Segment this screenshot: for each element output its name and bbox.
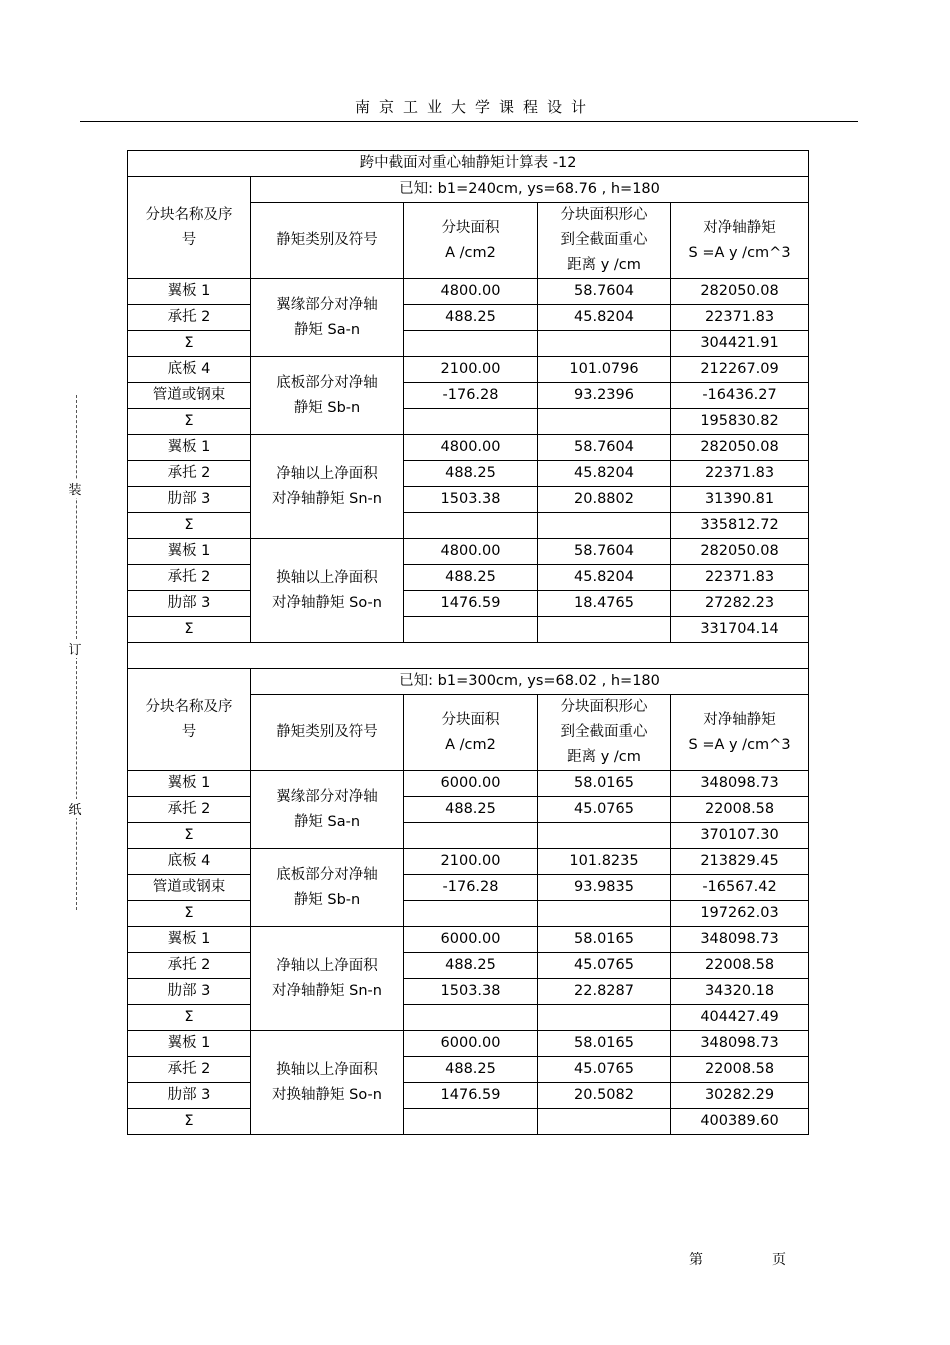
known-params-row <box>128 669 809 695</box>
table-row <box>128 927 809 953</box>
sum-row <box>128 331 809 357</box>
area-value: 488.25 <box>404 797 538 823</box>
moment-type <box>251 539 404 643</box>
part-name: 翼板 1 <box>128 771 251 797</box>
column-header-part <box>128 177 251 279</box>
distance-value: 58.7604 <box>538 435 671 461</box>
column-header-moment-line: 对净轴静矩 <box>703 711 776 728</box>
distance-value <box>538 331 671 357</box>
known-params-row <box>128 177 809 203</box>
part-name: 翼板 1 <box>128 539 251 565</box>
section-separator-row <box>128 643 809 669</box>
known-params: 已知: b1=240cm, ys=68.76 , h=180 <box>251 177 809 203</box>
moment-type-line: 净轴以上净面积 <box>276 465 378 482</box>
column-header-dist-line: 到全截面重心 <box>560 724 648 740</box>
moment-type-line: 翼缘部分对净轴 <box>276 296 378 313</box>
moment-sum: 335812.72 <box>671 513 809 539</box>
distance-value: 20.5082 <box>538 1083 671 1109</box>
distance-value <box>538 409 671 435</box>
part-name: 肋部 3 <box>128 979 251 1005</box>
sum-row <box>128 901 809 927</box>
area-value: 4800.00 <box>404 435 538 461</box>
sum-row <box>128 617 809 643</box>
moment-type-line: 对净轴静矩 So-n <box>272 594 382 611</box>
part-name: 翼板 1 <box>128 435 251 461</box>
area-value: 488.25 <box>404 305 538 331</box>
area-value: 1476.59 <box>404 1083 538 1109</box>
area-value: 6000.00 <box>404 771 538 797</box>
area-value <box>404 1005 538 1031</box>
sum-row <box>128 409 809 435</box>
moment-value: 282050.08 <box>671 279 809 305</box>
binding-char-ding: 订 <box>66 639 84 658</box>
moment-value: 348098.73 <box>671 1031 809 1057</box>
part-name: 底板 4 <box>128 849 251 875</box>
column-header-part-line: 分块名称及序 <box>145 206 233 223</box>
moment-type <box>251 279 404 357</box>
distance-value: 93.9835 <box>538 875 671 901</box>
area-value: -176.28 <box>404 383 538 409</box>
distance-value: 45.8204 <box>538 461 671 487</box>
area-value: 2100.00 <box>404 849 538 875</box>
moment-value: 348098.73 <box>671 771 809 797</box>
moment-value: 348098.73 <box>671 927 809 953</box>
moment-type <box>251 357 404 435</box>
moment-type-line: 静矩 Sb-n <box>293 399 361 416</box>
moment-value: 27282.23 <box>671 591 809 617</box>
part-name: Σ <box>128 409 251 435</box>
moment-sum: 400389.60 <box>671 1109 809 1135</box>
moment-sum: 195830.82 <box>671 409 809 435</box>
moment-value: 30282.29 <box>671 1083 809 1109</box>
column-header-dist-line: 分块面积形心 <box>560 207 648 223</box>
distance-value <box>538 1005 671 1031</box>
area-value: 488.25 <box>404 1057 538 1083</box>
moment-value: 31390.81 <box>671 487 809 513</box>
column-header-dist-line: 分块面积形心 <box>560 699 648 715</box>
table-row <box>128 461 809 487</box>
part-name: 管道或钢束 <box>128 383 251 409</box>
distance-value: 45.0765 <box>538 953 671 979</box>
part-name: Σ <box>128 617 251 643</box>
table-row <box>128 305 809 331</box>
column-header-type: 静矩类别及符号 <box>251 203 404 279</box>
column-header-dist-line: 距离 y /cm <box>567 749 641 765</box>
moment-type-line: 对净轴静矩 Sn-n <box>272 982 382 999</box>
moment-value: 22371.83 <box>671 461 809 487</box>
column-header-moment-line: 对净轴静矩 <box>703 219 776 236</box>
column-header-moment-line: S =A y /cm^3 <box>688 736 791 753</box>
moment-type-line: 底板部分对净轴 <box>276 374 378 391</box>
moment-type-line: 换轴以上净面积 <box>276 569 378 586</box>
column-header-area-line: 分块面积 <box>441 219 500 236</box>
column-header-area-line: 分块面积 <box>441 711 500 728</box>
part-name: 肋部 3 <box>128 591 251 617</box>
area-value: 488.25 <box>404 953 538 979</box>
moment-type-line: 净轴以上净面积 <box>276 957 378 974</box>
distance-value: 58.0165 <box>538 927 671 953</box>
moment-sum: 331704.14 <box>671 617 809 643</box>
section-separator <box>128 643 809 669</box>
moment-type-line: 对换轴静矩 So-n <box>272 1086 382 1103</box>
moment-value: 34320.18 <box>671 979 809 1005</box>
moment-type-line: 静矩 Sb-n <box>293 891 361 908</box>
moment-value: 213829.45 <box>671 849 809 875</box>
sum-row <box>128 1109 809 1135</box>
part-name: 承托 2 <box>128 305 251 331</box>
part-name: 承托 2 <box>128 953 251 979</box>
moment-sum: 197262.03 <box>671 901 809 927</box>
area-value <box>404 331 538 357</box>
moment-type-line: 换轴以上净面积 <box>276 1061 378 1078</box>
area-value: 1476.59 <box>404 591 538 617</box>
table-row <box>128 797 809 823</box>
moment-type <box>251 1031 404 1135</box>
distance-value <box>538 823 671 849</box>
moment-type <box>251 849 404 927</box>
table-row <box>128 487 809 513</box>
moment-type-line: 底板部分对净轴 <box>276 866 378 883</box>
moment-value: 22008.58 <box>671 953 809 979</box>
moment-value: 212267.09 <box>671 357 809 383</box>
table-row <box>128 1083 809 1109</box>
part-name: 承托 2 <box>128 461 251 487</box>
column-header-part-line: 号 <box>181 231 197 248</box>
distance-value: 18.4765 <box>538 591 671 617</box>
part-name: 承托 2 <box>128 797 251 823</box>
area-value: 1503.38 <box>404 487 538 513</box>
column-header-dist-line: 到全截面重心 <box>560 232 648 248</box>
area-value: 4800.00 <box>404 539 538 565</box>
table-title-row <box>128 151 809 177</box>
distance-value: 45.8204 <box>538 565 671 591</box>
binding-char-zhuang: 装 <box>66 479 84 498</box>
distance-value <box>538 901 671 927</box>
area-value: 1503.38 <box>404 979 538 1005</box>
moment-type-line: 对净轴静矩 Sn-n <box>272 490 382 507</box>
distance-value: 22.8287 <box>538 979 671 1005</box>
static-moment-table <box>127 150 809 1135</box>
sum-row <box>128 1005 809 1031</box>
moment-type-line: 翼缘部分对净轴 <box>276 788 378 805</box>
moment-value: 282050.08 <box>671 539 809 565</box>
area-value: 6000.00 <box>404 927 538 953</box>
distance-value: 58.7604 <box>538 539 671 565</box>
column-header-moment <box>671 695 809 771</box>
table-row <box>128 357 809 383</box>
table-row <box>128 1057 809 1083</box>
part-name: Σ <box>128 513 251 539</box>
known-params: 已知: b1=300cm, ys=68.02 , h=180 <box>251 669 809 695</box>
part-name: 肋部 3 <box>128 1083 251 1109</box>
moment-type <box>251 927 404 1031</box>
part-name: 底板 4 <box>128 357 251 383</box>
area-value <box>404 617 538 643</box>
moment-sum: 304421.91 <box>671 331 809 357</box>
distance-value: 45.0765 <box>538 1057 671 1083</box>
area-value: -176.28 <box>404 875 538 901</box>
part-name: Σ <box>128 901 251 927</box>
part-name: Σ <box>128 331 251 357</box>
footer-page-prefix: 第 <box>689 1252 703 1268</box>
moment-type-line: 静矩 Sa-n <box>293 321 361 338</box>
distance-value: 101.0796 <box>538 357 671 383</box>
table-row <box>128 771 809 797</box>
distance-value: 58.7604 <box>538 279 671 305</box>
distance-value <box>538 617 671 643</box>
column-header-moment-line: S =A y /cm^3 <box>688 244 791 261</box>
area-value <box>404 409 538 435</box>
column-header-moment <box>671 203 809 279</box>
moment-value: 22008.58 <box>671 1057 809 1083</box>
area-value <box>404 513 538 539</box>
distance-value <box>538 1109 671 1135</box>
distance-value <box>538 513 671 539</box>
table-row <box>128 979 809 1005</box>
area-value <box>404 901 538 927</box>
part-name: 承托 2 <box>128 1057 251 1083</box>
table-row <box>128 875 809 901</box>
column-header-dist-line: 距离 y /cm <box>567 257 641 273</box>
distance-value: 45.0765 <box>538 797 671 823</box>
moment-type <box>251 771 404 849</box>
footer-page-suffix: 页 <box>772 1252 786 1268</box>
table-row <box>128 383 809 409</box>
part-name: Σ <box>128 1109 251 1135</box>
table-row <box>128 565 809 591</box>
moment-value: 22008.58 <box>671 797 809 823</box>
moment-type <box>251 435 404 539</box>
part-name: 翼板 1 <box>128 927 251 953</box>
column-header-dist <box>538 695 671 771</box>
moment-sum: 370107.30 <box>671 823 809 849</box>
distance-value: 101.8235 <box>538 849 671 875</box>
sum-row <box>128 823 809 849</box>
area-value: 488.25 <box>404 565 538 591</box>
moment-value: -16436.27 <box>671 383 809 409</box>
part-name: 翼板 1 <box>128 279 251 305</box>
table-row <box>128 591 809 617</box>
distance-value: 20.8802 <box>538 487 671 513</box>
part-name: 承托 2 <box>128 565 251 591</box>
table-row <box>128 849 809 875</box>
distance-value: 45.8204 <box>538 305 671 331</box>
page-header-title: 南京工业大学课程设计 <box>354 98 595 116</box>
part-name: Σ <box>128 1005 251 1031</box>
column-header-part-line: 分块名称及序 <box>145 698 233 715</box>
table-body <box>128 151 809 1135</box>
column-header-part-line: 号 <box>181 723 197 740</box>
moment-type-line: 静矩 Sa-n <box>293 813 361 830</box>
moment-value: 282050.08 <box>671 435 809 461</box>
column-header-dist <box>538 203 671 279</box>
part-name: 肋部 3 <box>128 487 251 513</box>
table-row <box>128 953 809 979</box>
area-value: 6000.00 <box>404 1031 538 1057</box>
distance-value: 58.0165 <box>538 771 671 797</box>
table-row <box>128 435 809 461</box>
column-header-area-line: A /cm2 <box>445 736 496 753</box>
column-header-area <box>404 695 538 771</box>
moment-value: 22371.83 <box>671 565 809 591</box>
part-name: Σ <box>128 823 251 849</box>
moment-value: -16567.42 <box>671 875 809 901</box>
area-value: 488.25 <box>404 461 538 487</box>
distance-value: 58.0165 <box>538 1031 671 1057</box>
table-row <box>128 1031 809 1057</box>
table-title: 跨中截面对重心轴静矩计算表 -12 <box>128 151 809 177</box>
column-header-type: 静矩类别及符号 <box>251 695 404 771</box>
area-value <box>404 823 538 849</box>
table-row <box>128 279 809 305</box>
column-header-area-line: A /cm2 <box>445 244 496 261</box>
column-header-part <box>128 669 251 771</box>
area-value: 2100.00 <box>404 357 538 383</box>
sum-row <box>128 513 809 539</box>
area-value: 4800.00 <box>404 279 538 305</box>
distance-value: 93.2396 <box>538 383 671 409</box>
part-name: 管道或钢束 <box>128 875 251 901</box>
column-header-area <box>404 203 538 279</box>
moment-value: 22371.83 <box>671 305 809 331</box>
header-rule <box>80 121 858 122</box>
binding-char-zhi: 纸 <box>66 799 84 818</box>
moment-sum: 404427.49 <box>671 1005 809 1031</box>
part-name: 翼板 1 <box>128 1031 251 1057</box>
table-row <box>128 539 809 565</box>
area-value <box>404 1109 538 1135</box>
